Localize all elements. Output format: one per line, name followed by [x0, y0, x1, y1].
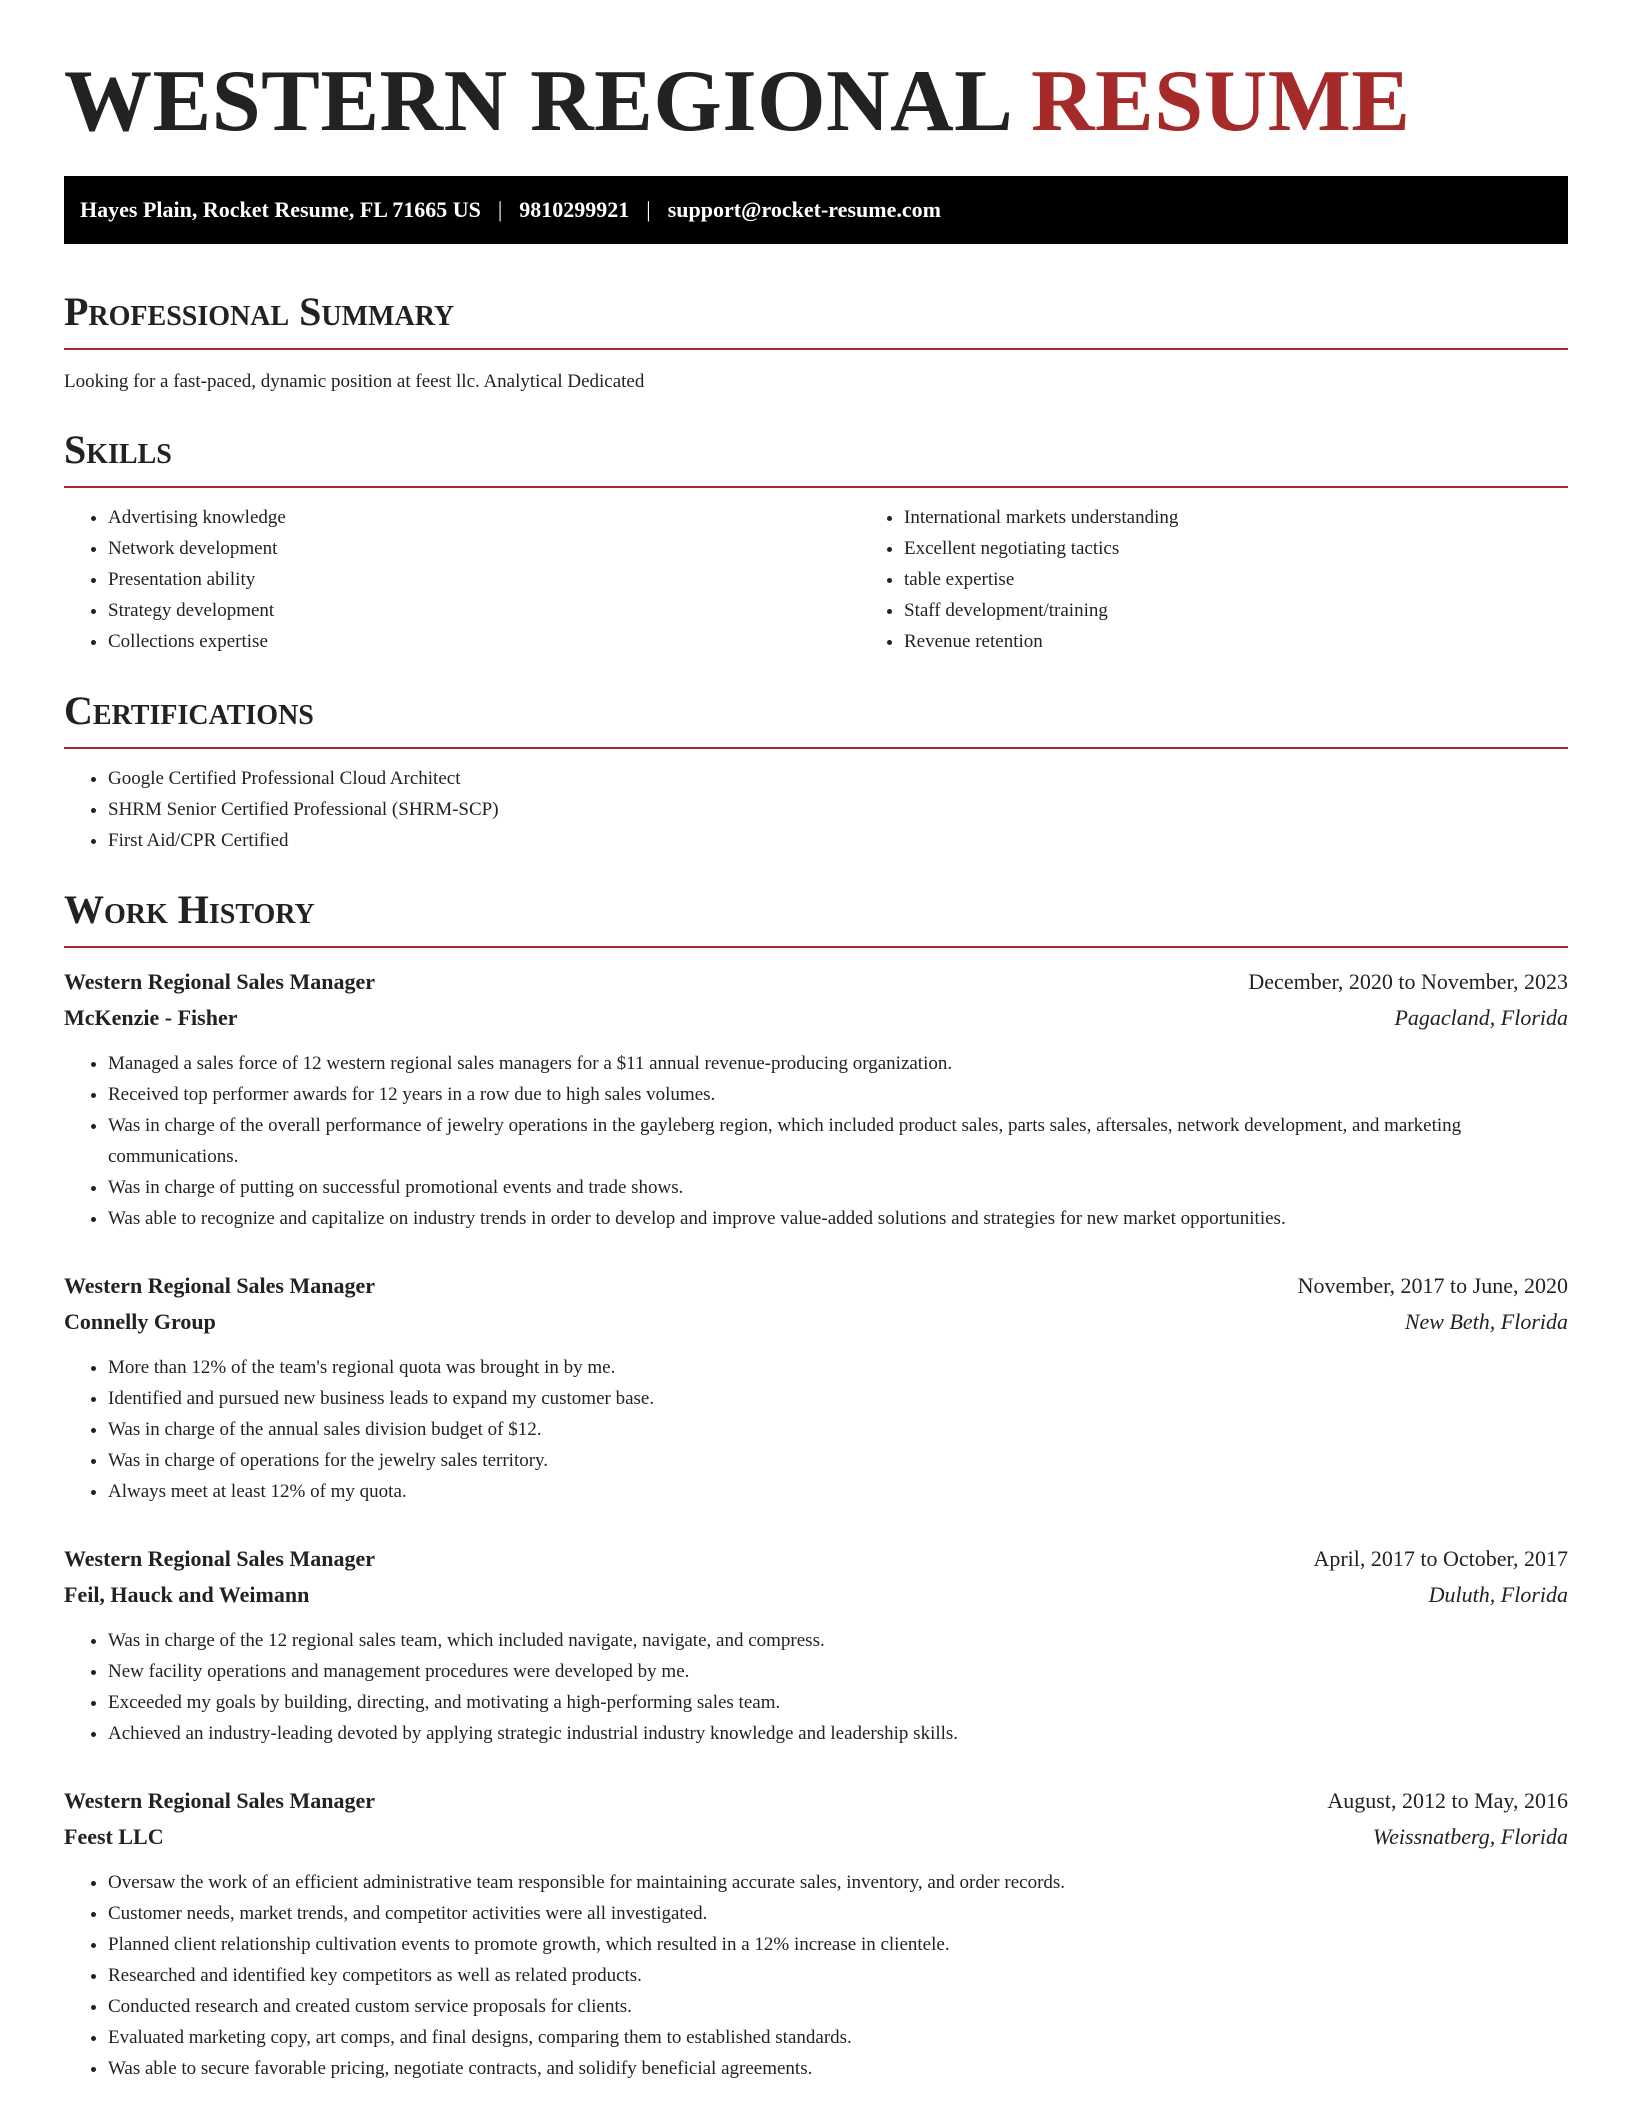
certifications-list	[64, 763, 1568, 856]
job-company: Feest LLC	[64, 1824, 164, 1849]
job-bullet: • Oversaw the work of an efficient administrative team responsible for maintaining accurate sales, inventory, and order records.	[108, 1867, 1568, 1898]
job-header-row	[64, 1541, 1568, 1577]
job-bullet: • Exceeded my goals by building, directing, and motivating a high-performing sales team.	[108, 1687, 1568, 1718]
job-dates: December, 2020 to November, 2023	[1248, 969, 1568, 994]
skills-list-left	[64, 502, 860, 657]
job-header-row	[64, 1268, 1568, 1304]
resume-title	[64, 0, 1568, 152]
job-company-row	[64, 1819, 1568, 1855]
job-bullets	[64, 1867, 1568, 2084]
job-location: Duluth, Florida	[1428, 1582, 1568, 1607]
skill-item: • Excellent negotiating tactics	[904, 533, 1632, 564]
certification-item: • First Aid/CPR Certified	[108, 825, 1568, 856]
job-bullet: • More than 12% of the team's regional quota was brought in by me.	[108, 1352, 1568, 1383]
job-bullets	[64, 1352, 1568, 1507]
job-bullet: • Conducted research and created custom service proposals for clients.	[108, 1991, 1568, 2022]
contact-phone: 9810299921	[519, 197, 630, 222]
skill-item: • Revenue retention	[904, 626, 1632, 657]
skills-list-right	[860, 502, 1632, 657]
job-location: Pagacland, Florida	[1394, 1005, 1568, 1030]
job-bullet: • Customer needs, market trends, and competitor activities were all investigated.	[108, 1898, 1568, 1929]
job-bullet: • Evaluated marketing copy, art comps, and final designs, comparing them to established standards.	[108, 2022, 1568, 2053]
job-bullet: • Always meet at least 12% of my quota.	[108, 1476, 1568, 1507]
job-header-row	[64, 1783, 1568, 1819]
skills-grid	[64, 502, 1568, 657]
job-company-row	[64, 1577, 1568, 1613]
skill-item: • Strategy development	[108, 595, 860, 626]
contact-separator: |	[497, 197, 503, 222]
work-history-heading: Work History	[64, 886, 1568, 948]
skills-heading: Skills	[64, 426, 1568, 488]
job-title: Western Regional Sales Manager	[64, 1788, 376, 1813]
certifications-heading: Certifications	[64, 687, 1568, 749]
job-bullet: • Was able to recognize and capitalize on industry trends in order to develop and improve value-added solutions and strategies for new market opportunities.	[108, 1203, 1568, 1234]
title-accent: RESUME	[1030, 53, 1411, 150]
job-dates: November, 2017 to June, 2020	[1297, 1273, 1568, 1298]
job-bullet: • Achieved an industry-leading devoted by applying strategic industrial industry knowledge and leadership skills.	[108, 1718, 1568, 1749]
job-bullet: • Researched and identified key competitors as well as related products.	[108, 1960, 1568, 1991]
skill-item: • Staff development/training	[904, 595, 1632, 626]
job-bullet: • Was in charge of the annual sales division budget of $12.	[108, 1414, 1568, 1445]
skill-item: • Advertising knowledge	[108, 502, 860, 533]
job-entry	[64, 1541, 1568, 1749]
skill-item: • Network development	[108, 533, 860, 564]
job-dates: April, 2017 to October, 2017	[1313, 1546, 1568, 1571]
job-entry	[64, 1783, 1568, 2084]
job-bullets	[64, 1048, 1568, 1234]
job-company-row	[64, 1304, 1568, 1340]
skill-item: • table expertise	[904, 564, 1632, 595]
job-bullet: • Was able to secure favorable pricing, negotiate contracts, and solidify beneficial agreements.	[108, 2053, 1568, 2084]
job-company: Connelly Group	[64, 1309, 216, 1334]
contact-bar	[64, 176, 1568, 244]
skill-item: • Presentation ability	[108, 564, 860, 595]
job-title: Western Regional Sales Manager	[64, 1273, 376, 1298]
summary-heading: Professional Summary	[64, 288, 1568, 350]
job-bullet: • Identified and pursued new business leads to expand my customer base.	[108, 1383, 1568, 1414]
job-entry	[64, 1268, 1568, 1507]
job-location: New Beth, Florida	[1404, 1309, 1568, 1334]
job-company-row	[64, 1000, 1568, 1036]
job-bullet: • Received top performer awards for 12 years in a row due to high sales volumes.	[108, 1079, 1568, 1110]
job-bullet: • New facility operations and management procedures were developed by me.	[108, 1656, 1568, 1687]
skill-item: • Collections expertise	[108, 626, 860, 657]
job-location: Weissnatberg, Florida	[1372, 1824, 1568, 1849]
certification-item: • SHRM Senior Certified Professional (SHRM-SCP)	[108, 794, 1568, 825]
job-title: Western Regional Sales Manager	[64, 969, 376, 994]
skill-item: • International markets understanding	[904, 502, 1632, 533]
job-company: Feil, Hauck and Weimann	[64, 1582, 310, 1607]
job-bullet: • Was in charge of operations for the jewelry sales territory.	[108, 1445, 1568, 1476]
contact-separator: |	[646, 197, 651, 222]
job-entry	[64, 964, 1568, 1234]
job-header-row	[64, 964, 1568, 1000]
contact-address: Hayes Plain, Rocket Resume, FL 71665 US	[80, 197, 481, 222]
job-company: McKenzie - Fisher	[64, 1005, 238, 1030]
certification-item: • Google Certified Professional Cloud Architect	[108, 763, 1568, 794]
job-bullet: • Was in charge of putting on successful promotional events and trade shows.	[108, 1172, 1568, 1203]
job-dates: August, 2012 to May, 2016	[1327, 1788, 1568, 1813]
job-bullets	[64, 1625, 1568, 1749]
job-bullet: • Managed a sales force of 12 western regional sales managers for a $11 annual revenue-producing organization.	[108, 1048, 1568, 1079]
summary-text: Looking for a fast-paced, dynamic position at feest llc. Analytical Dedicated	[64, 371, 645, 392]
contact-email: support@rocket-resume.com	[667, 197, 941, 222]
job-title: Western Regional Sales Manager	[64, 1546, 376, 1571]
job-bullet: • Was in charge of the 12 regional sales team, which included navigate, navigate, and compress.	[108, 1625, 1568, 1656]
job-bullet: • Planned client relationship cultivation events to promote growth, which resulted in a 12% increase in clientele.	[108, 1929, 1568, 1960]
job-bullet: • Was in charge of the overall performance of jewelry operations in the gayleberg region, which included product sales, parts sales, aftersales, network development, and marketing communications.	[108, 1110, 1568, 1172]
title-main: WESTERN REGIONAL	[64, 53, 1009, 150]
